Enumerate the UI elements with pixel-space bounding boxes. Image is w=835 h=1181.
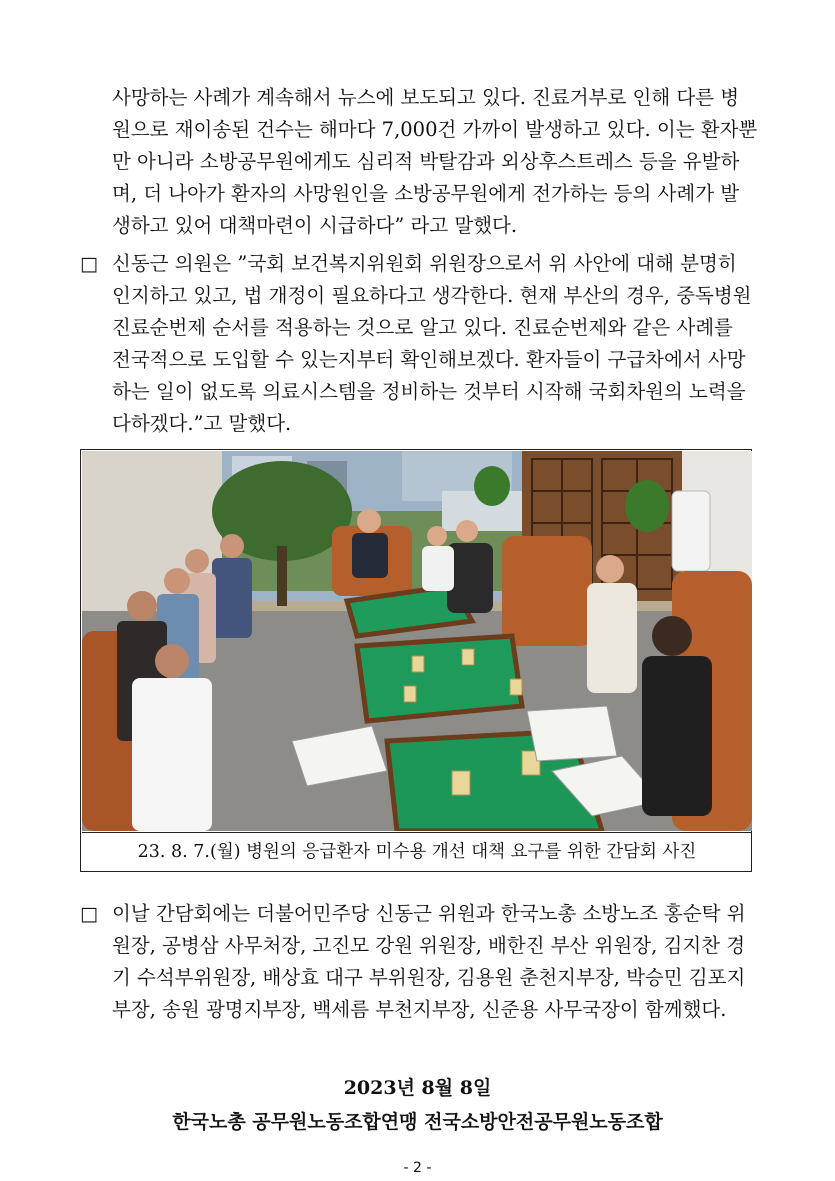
organization-name: 한국노총 공무원노동조합연맹 전국소방안전공무원노동조합 [172,1111,663,1133]
document-date: 2023년 8월 8일 [343,1077,492,1099]
paragraph-line: 기 수석부위원장, 배상효 대구 부위원장, 김용원 춘천지부장, 박승민 김포지 [112,966,746,989]
photo-caption: 23. 8. 7.(월) 병원의 응급환자 미수용 개선 대책 요구를 위한 간담회 사진 [82,832,752,871]
checkbox-bullet-icon: □ [80,253,98,275]
paragraph-line: 하는 일이 없도록 의료시스템을 정비하는 것부터 시작해 국회차원의 노력을 [112,380,746,403]
paragraph-line: 며, 더 나아가 환자의 사망원인을 소방공무원에게 전가하는 등의 사례가 발 [112,182,740,205]
paragraph-line: 이날 간담회에는 더불어민주당 신동근 위원과 한국노총 소방노조 홍순탁 위 [112,902,746,925]
paragraph-line: 원장, 공병삼 사무처장, 고진모 강원 위원장, 배한진 부산 위원장, 김지찬 경 [112,934,746,957]
paragraph-line: 인지하고 있고, 법 개정이 필요하다고 생각한다. 현재 부산의 경우, 중독병원 [112,284,752,307]
paragraph-line: 신동근 의원은 ”국회 보건복지위원회 위원장으로서 위 사안에 대해 분명히 [112,252,737,275]
paragraph-line: 사망하는 사례가 계속해서 뉴스에 보도되고 있다. 진료거부로 인해 다른 병 [112,86,740,109]
paragraph-line: 원으로 재이송된 건수는 해마다 7,000건 가까이 발생하고 있다. 이는 환자뿐 [112,118,758,141]
checkbox-bullet-icon: □ [80,903,98,925]
paragraph-line: 전국적으로 도입할 수 있는지부터 확인해보겠다. 환자들이 구급차에서 사망 [112,348,746,371]
meeting-photo [82,451,752,831]
page-number: - 2 - [403,1160,432,1176]
paragraph-line: 진료순번제 순서를 적용하는 것으로 알고 있다. 진료순번제와 같은 사례를 [112,316,733,339]
photo-figure [80,449,752,872]
paragraph-line: 생하고 있어 대책마련이 시급하다” 라고 말했다. [112,214,518,237]
paragraph-line: 부장, 송원 광명지부장, 백세름 부천지부장, 신준용 사무국장이 함께했다. [112,998,727,1021]
paragraph-line: 다하겠다.”고 말했다. [112,412,292,435]
paragraph-line: 만 아니라 소방공무원에게도 심리적 박탈감과 외상후스트레스 등을 유발하 [112,150,740,173]
